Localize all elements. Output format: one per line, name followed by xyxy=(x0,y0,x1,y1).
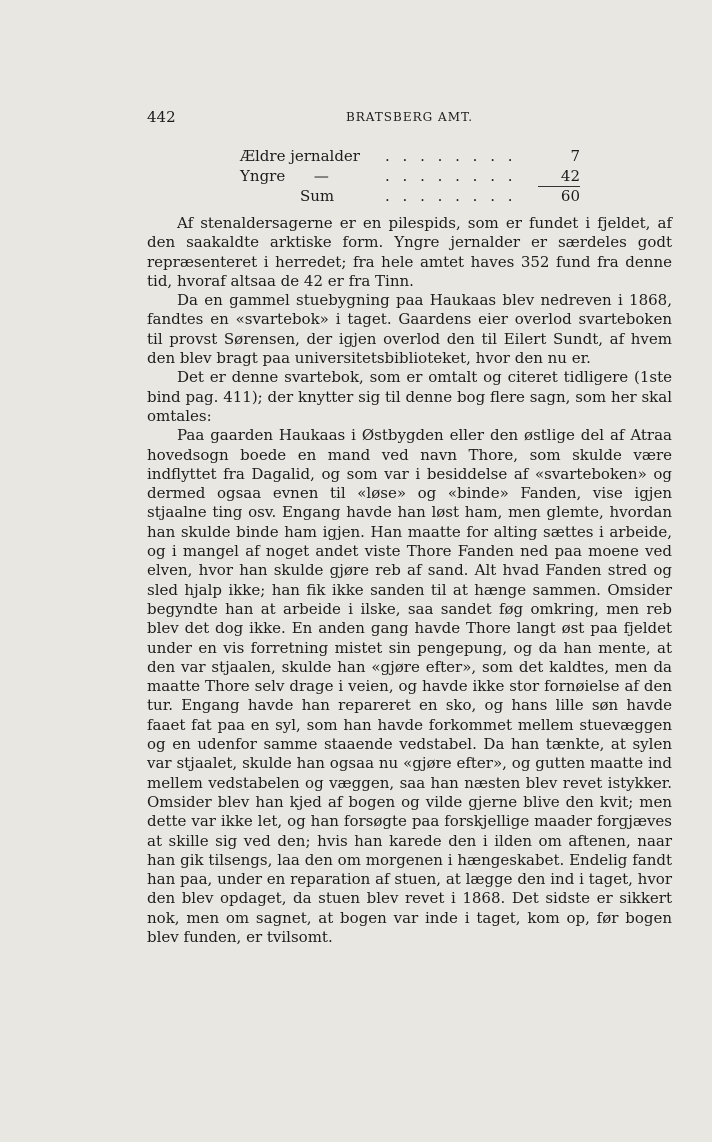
tally-leader-dots: . . . . . . . . xyxy=(385,187,517,205)
tally-value: 60 xyxy=(560,187,580,205)
tally-label: Yngre — xyxy=(240,167,329,185)
find-tally xyxy=(240,146,580,206)
running-title: BRATSBERG AMT. xyxy=(345,110,474,124)
tally-row xyxy=(240,146,580,166)
tally-label: Sum xyxy=(300,187,335,205)
tally-row xyxy=(240,166,580,186)
page-header xyxy=(147,108,672,132)
tally-value: 42 xyxy=(560,167,580,185)
tally-leader-dots: . . . . . . . . xyxy=(385,147,517,165)
page-number: 442 xyxy=(147,108,176,126)
paragraph: Af stenaldersagerne er en pilespids, som er fundet i fjeldet, af den saakaldte arktiske form. Yngre jernalder er særdeles godt repræsenteret i herredet; fra hele amtet haves 352 fund fra denne tid, hvoraf altsaa de 42 er fra Tinn. xyxy=(147,214,672,290)
paragraph: Det er denne svartebok, som er omtalt og citeret tidligere (1ste bind pag. 411); der knytter sig til denne bog flere sagn, som her skal omtales: xyxy=(147,368,672,425)
paragraph: Da en gammel stuebygning paa Haukaas blev nedreven i 1868, fandtes en «svartebok» i taget. Gaardens eier overlod svarteboken til provst Sørensen, der igjen overlod den til Eilert Sundt, af hvem den blev bragt paa universitetsbiblioteket, hvor den nu er. xyxy=(147,291,672,368)
tally-leader-dots: . . . . . . . . xyxy=(385,167,517,185)
tally-label: Ældre jernalder xyxy=(240,147,360,165)
paragraph: Paa gaarden Haukaas i Østbygden eller den østlige del af Atraa hovedsogn boede en mand ved navn Thore, som skulde være indflyttet fra Dagalid, og som var i besiddelse af «svarteboken» og dermed ogsaa evnen til «løse» og «binde» Fanden, vise igjen stjaalne ting osv. Engang havde han løst ham, men glemte, hvordan han skulde binde ham igjen. Han maatte for alting sættes i arbeide, og i mangel af noget andet viste Thore Fanden ned paa moene ved elven, hvor han skulde gjøre reb af sand. Alt hvad Fanden stred og sled hjalp ikke; han fik ikke sanden til at hænge sammen. Omsider begyndte han at arbeide i ilske, saa sandet føg omkring, men reb blev det dog ikke. En anden gang havde Thore langt øst paa fjeldet under en vis forretning mistet sin pengepung, og da han mente, at den var stjaalen, skulde han «gjøre efter», som det kaldtes, men da maatte Thore selv drage i veien, og havde ikke stor fornøielse af den tur. Engang havde han repareret en sko, og hans lille søn havde faaet fat paa en syl, som han havde forkommet mellem stuevæggen og en udenfor samme staaende vedstabel. Da han tænkte, at sylen var stjaalet, skulde han ogsaa nu «gjøre efter», og gutten maatte ind mellem vedstabelen og væggen, saa han næsten blev revet istykker. Omsider blev han kjed af bogen og vilde gjerne blive den kvit; men dette var ikke let, og han forsøgte paa forskjellige maader forgjæves at skille sig ved den; hvis han karede den i ilden om aftenen, naar han gik tilsengs, laa den om morgenen i hængeskabet. Endelig fandt han paa, under en reparation af stuen, at lægge den ind i taget, hvor den blev opdaget, da stuen blev revet i 1868. Det sidste er sikkert nok, men om sagnet, at bogen var inde i taget, kom op, før bogen blev funden, er tvilsomt. xyxy=(147,426,672,946)
body-text xyxy=(147,214,672,947)
tally-sum-row xyxy=(240,186,580,206)
tally-value: 7 xyxy=(570,147,580,165)
